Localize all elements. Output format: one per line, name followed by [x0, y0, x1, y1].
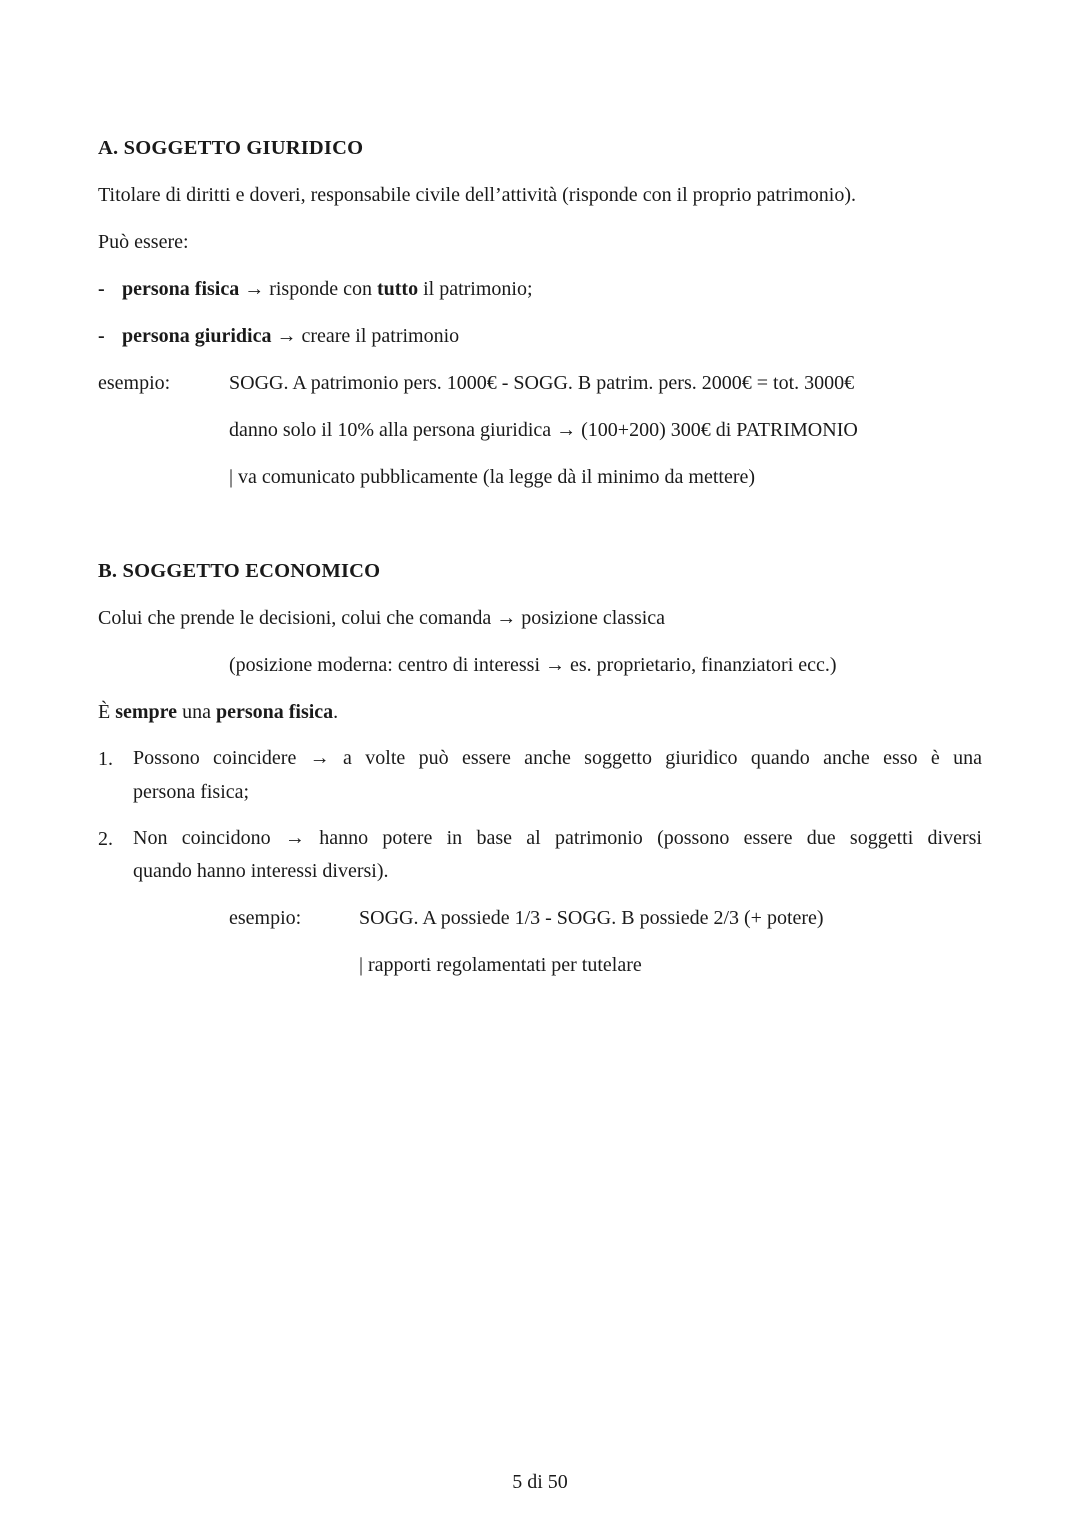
list-item — [133, 822, 982, 855]
section-b-definition: Colui che prende le decisioni, colui che comanda → posizione classica — [98, 607, 666, 629]
section-a-intro: Può essere: — [98, 231, 189, 253]
section-b-modern-position: (posizione moderna: centro di interessi → es. proprietario, finanziatori ecc.) — [229, 654, 837, 676]
bullet-bold-term: persona giuridica — [122, 325, 272, 347]
statement-text: . — [333, 701, 339, 723]
example-line: danno solo il 10% alla persona giuridica → (100+200) 300€ di PATRIMONIO — [229, 419, 858, 441]
list-item-line: persona fisica; — [133, 781, 250, 803]
list-item-number: 2. — [98, 828, 113, 850]
page-number: 5 di 50 — [512, 1471, 568, 1493]
bullet-persona-fisica — [122, 277, 533, 301]
list-item-line: Non coincidono → hanno potere in base al patrimonio (possono essere due soggetti diversi — [133, 827, 982, 849]
statement-text: È — [98, 701, 116, 723]
bullet-text-rest: → creare il patrimonio — [271, 325, 460, 347]
list-item-line: Possono coincidere → a volte può essere anche soggetto giuridico quando anche esso è una — [133, 747, 982, 769]
list-item-line: quando hanno interessi diversi). — [133, 860, 389, 882]
list-item-number: 1. — [98, 748, 113, 770]
list-item — [133, 742, 982, 775]
bullet-marker: - — [98, 278, 105, 300]
statement-text: una — [177, 701, 216, 723]
section-a-definition: Titolare di diritti e doveri, responsabile civile dell’attività (risponde con il proprio patrimonio). — [98, 184, 856, 206]
bullet-bold-emphasis: tutto — [376, 278, 419, 300]
statement-bold: persona fisica — [215, 701, 334, 723]
example-line: | rapporti regolamentati per tutelare — [359, 954, 642, 976]
section-a-heading: A. SOGGETTO GIURIDICO — [98, 137, 364, 159]
example-line: SOGG. A patrimonio pers. 1000€ - SOGG. B patrim. pers. 2000€ = tot. 3000€ — [229, 372, 855, 394]
example-line: SOGG. A possiede 1/3 - SOGG. B possiede 2/3 (+ potere) — [359, 907, 824, 929]
section-b-heading: B. SOGGETTO ECONOMICO — [98, 560, 381, 582]
bullet-text-rest: il patrimonio; — [418, 278, 533, 300]
bullet-text: → risponde con — [239, 278, 377, 300]
example-label: esempio: — [229, 907, 302, 929]
section-b-always-statement — [98, 700, 338, 724]
example-line: | va comunicato pubblicamente (la legge dà il minimo da mettere) — [229, 466, 756, 488]
example-label: esempio: — [98, 372, 171, 394]
bullet-marker: - — [98, 325, 105, 347]
statement-bold: sempre — [115, 701, 178, 723]
bullet-bold-term: persona fisica — [122, 278, 240, 300]
bullet-persona-giuridica — [122, 324, 459, 348]
